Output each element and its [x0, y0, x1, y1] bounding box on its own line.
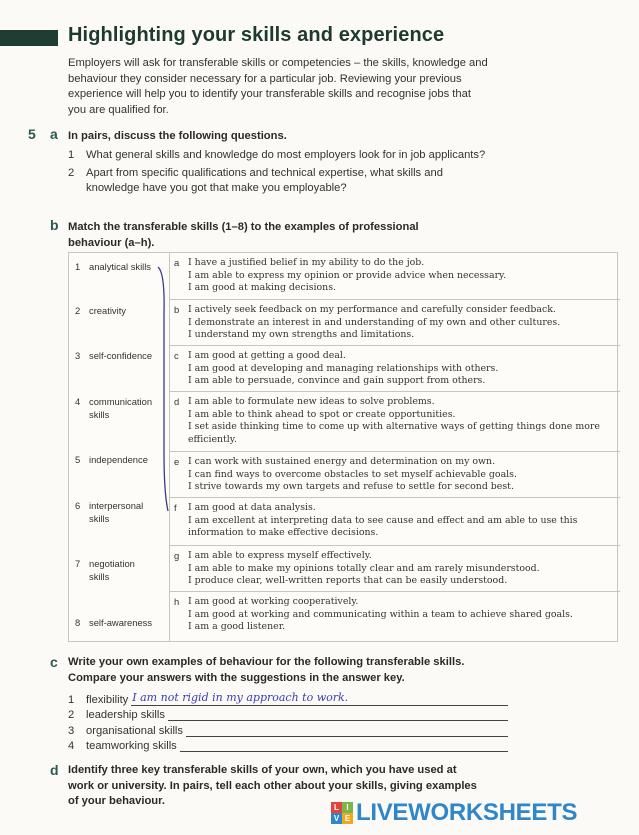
- example-line: I set aside thinking time to come up with alternative ways of getting things done more efficiently.: [188, 421, 600, 445]
- question-list: [68, 148, 488, 199]
- header-accent-bar: [0, 30, 58, 46]
- section-b-letter: b: [50, 217, 59, 233]
- example-line: I am able to think ahead to spot or create opportunities.: [188, 408, 456, 420]
- skill-number: 4: [75, 396, 81, 407]
- write-label: organisational skills: [86, 724, 184, 737]
- section-d-instruction: Identify three key transferable skills of your own, which you have used at work or university. In pairs, tell each other about your skills, giving examples of your behaviour.: [68, 764, 477, 807]
- skill-number: 2: [75, 305, 81, 316]
- example-line: I am excellent at interpreting data to see cause and effect and am able to use this information to make effective decisions.: [188, 514, 578, 538]
- logo-tile: E: [342, 813, 353, 824]
- write-label: flexibility: [86, 693, 129, 706]
- skill-number: 7: [75, 558, 81, 569]
- answer-field[interactable]: [186, 725, 508, 737]
- write-item: [68, 721, 508, 737]
- logo-tile: L: [331, 802, 342, 813]
- example-line: I am a good listener.: [188, 621, 286, 632]
- section-c-instruction: Write your own examples of behaviour for the following transferable skills. Compare your answers with the suggestions in the answer key.: [68, 656, 465, 684]
- example-line: I am good at working cooperatively.: [188, 596, 359, 607]
- logo-tile: V: [331, 813, 342, 824]
- example-row[interactable]: [170, 299, 620, 345]
- example-line: I am good at making decisions.: [188, 282, 337, 293]
- write-item: [68, 706, 508, 722]
- matching-table: [68, 252, 618, 642]
- skills-column: [69, 253, 169, 641]
- question-item: [68, 148, 488, 164]
- example-letter: c: [174, 350, 179, 361]
- example-line: I produce clear, well-written reports that can be easily understood.: [188, 575, 508, 586]
- example-line: I can work with sustained energy and determination on my own.: [188, 456, 496, 467]
- write-label: teamworking skills: [86, 740, 177, 753]
- liveworksheets-logo: [331, 799, 577, 827]
- section-b-instruction: Match the transferable skills (1–8) to the examples of professional behaviour (a–h).: [68, 221, 419, 249]
- section-d-letter: d: [50, 762, 59, 778]
- skill-label: analytical skills: [89, 261, 151, 272]
- example-line: I am able to persuade, convince and gain support from others.: [188, 375, 486, 386]
- section-a-instruction: In pairs, discuss the following questions.: [68, 130, 287, 142]
- question-item: [68, 166, 488, 197]
- skill-item[interactable]: [75, 261, 167, 274]
- answer-field[interactable]: [180, 740, 508, 752]
- example-row[interactable]: [170, 253, 620, 299]
- handwritten-answer: I am not rigid in my approach to work.: [132, 690, 349, 704]
- example-row[interactable]: [170, 451, 620, 497]
- example-letter: e: [174, 456, 180, 467]
- example-line: I am good at getting a good deal.: [188, 350, 346, 361]
- example-line: I am good at data analysis.: [188, 502, 316, 513]
- skill-item[interactable]: [75, 305, 167, 318]
- skill-label: communication skills: [89, 396, 153, 420]
- example-letter: d: [174, 396, 180, 407]
- question-number: 1: [68, 149, 75, 161]
- example-row[interactable]: [170, 391, 620, 451]
- example-line: I am able to formulate new ideas to solve problems.: [188, 396, 435, 407]
- example-line: I am able to express myself effectively.: [188, 550, 372, 561]
- skill-label: self-awareness: [89, 617, 153, 628]
- section-a-letter: a: [50, 126, 58, 142]
- example-letter: b: [174, 304, 180, 315]
- example-line: I actively seek feedback on my performance and carefully consider feedback.: [188, 304, 556, 315]
- example-line: I have a justified belief in my ability to do the job.: [188, 257, 425, 268]
- answer-field[interactable]: [131, 690, 508, 706]
- example-line: I can find ways to overcome obstacles to set myself achievable goals.: [188, 468, 517, 480]
- skill-number: 3: [75, 350, 81, 361]
- skill-item[interactable]: [75, 500, 155, 525]
- example-line: I understand my own strengths and limitations.: [188, 329, 415, 340]
- section-c-letter: c: [50, 654, 58, 670]
- skill-item[interactable]: [75, 558, 155, 583]
- intro-paragraph: Employers will ask for transferable skills or competencies – the skills, knowledge and behaviour they consider necessary for a particular job. Reviewing your previous experience will help you to identify your transferable skills and recognise jobs that you are qualified for.: [68, 57, 488, 116]
- example-line: I am good at developing and managing relationships with others.: [188, 362, 499, 374]
- logo-tile: I: [342, 802, 353, 813]
- section-number: 5: [28, 126, 36, 142]
- write-number: 2: [68, 709, 75, 722]
- skill-label: creativity: [89, 305, 126, 316]
- question-number: 2: [68, 166, 75, 179]
- write-label: leadership skills: [86, 709, 165, 722]
- example-row[interactable]: [170, 591, 620, 643]
- write-list: [68, 690, 508, 752]
- example-line: I am able to express my opinion or provide advice when necessary.: [188, 269, 507, 281]
- example-line: I am able to make my opinions totally clear and am rarely misunderstood.: [188, 562, 540, 574]
- write-number: 1: [68, 693, 75, 706]
- skill-number: 1: [75, 261, 81, 272]
- example-row[interactable]: [170, 545, 620, 591]
- logo-text: LIVEWORKSHEETS: [356, 799, 578, 826]
- logo-tiles: [331, 802, 353, 824]
- write-number: 3: [68, 724, 75, 737]
- example-letter: g: [174, 550, 180, 561]
- example-row[interactable]: [170, 345, 620, 391]
- question-text: What general skills and knowledge do most employers look for in job applicants?: [86, 149, 486, 161]
- skill-label: self-confidence: [89, 350, 153, 361]
- write-number: 4: [68, 740, 75, 753]
- skill-item[interactable]: [75, 454, 167, 467]
- write-item: [68, 737, 508, 753]
- skill-item[interactable]: [75, 350, 167, 363]
- skill-label: independence: [89, 454, 148, 465]
- examples-column: [169, 253, 619, 641]
- example-line: I demonstrate an interest in and understanding of my own and other cultures.: [188, 316, 561, 328]
- skill-item[interactable]: [75, 396, 163, 421]
- skill-number: 5: [75, 454, 81, 465]
- example-line: I strive towards my own targets and refuse to settle for second best.: [188, 481, 514, 492]
- page-title: Highlighting your skills and experience: [68, 24, 445, 46]
- example-letter: a: [174, 257, 180, 268]
- skill-number: 8: [75, 617, 81, 628]
- skill-label: interpersonal skills: [89, 500, 144, 524]
- write-item: [68, 690, 508, 706]
- question-text: Apart from specific qualifications and technical expertise, what skills and knowledge have you got that make you employable?: [86, 166, 443, 194]
- answer-field[interactable]: [168, 709, 508, 721]
- skill-number: 6: [75, 500, 81, 511]
- skill-label: negotiation skills: [89, 558, 135, 582]
- example-letter: f: [174, 502, 177, 513]
- example-letter: h: [174, 596, 180, 607]
- example-row[interactable]: [170, 497, 620, 545]
- example-line: I am good at working and communicating within a team to achieve shared goals.: [188, 608, 573, 620]
- skill-item[interactable]: [75, 617, 167, 630]
